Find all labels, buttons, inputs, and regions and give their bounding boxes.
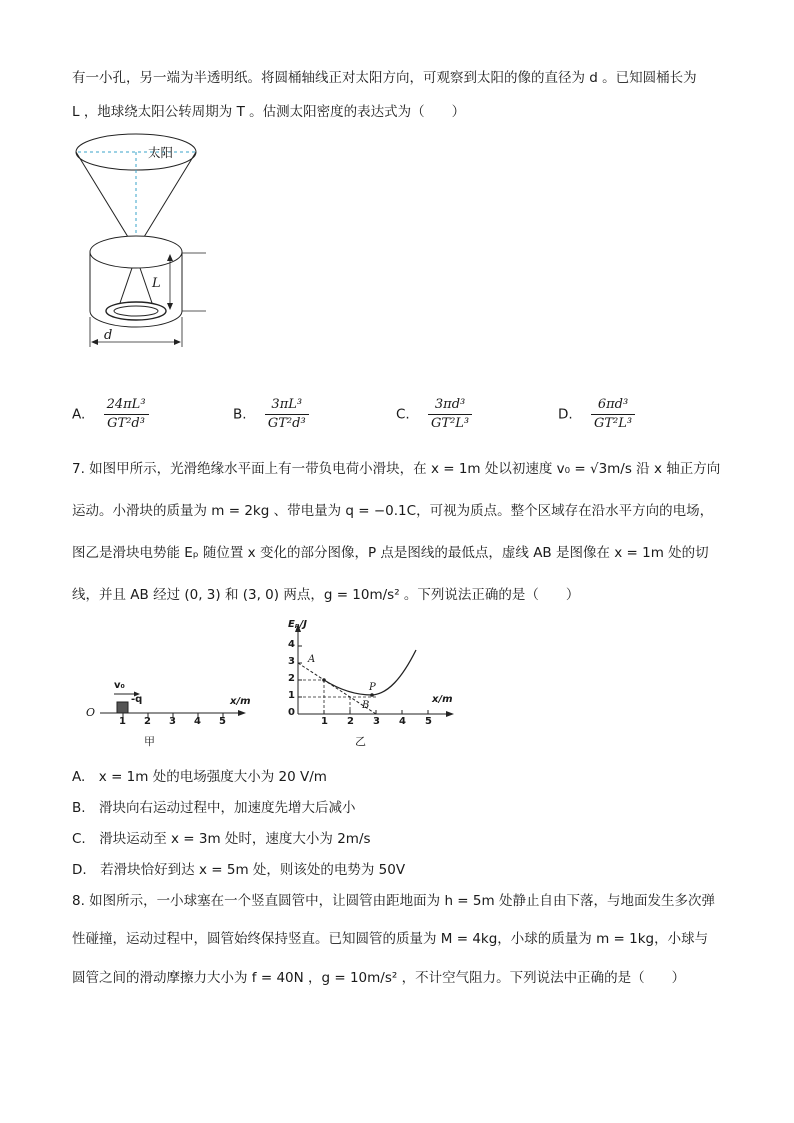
q6-option-a[interactable]: [72, 396, 149, 433]
option-numerator: 3πd³: [428, 396, 472, 415]
length-label: L: [152, 276, 161, 291]
option-letter: C.: [396, 406, 410, 423]
q7-text-line-4: 线，并且 AB 经过 (0, 3) 和 (3, 0) 两点，g = 10m/s² 。下列说法正确的是（ ）: [72, 587, 580, 603]
v0-label: v₀: [114, 680, 125, 691]
y-axis-label: Eₚ/J: [288, 619, 307, 630]
option-letter: D.: [558, 406, 573, 423]
figure-yi: [280, 620, 460, 730]
q6-option-d[interactable]: [558, 396, 635, 433]
x-axis-label: x/m: [432, 694, 453, 705]
point-a-label: A: [308, 654, 316, 665]
option-letter: A.: [72, 406, 86, 423]
option-denominator: GT²d³: [267, 416, 306, 431]
option-numerator: 6πd³: [591, 396, 635, 415]
tick-label: 2: [144, 716, 151, 727]
q7-text-line-3: 图乙是滑块电势能 Eₚ 随位置 x 变化的部分图像，P 点是图线的最低点，虚线 AB 是图像在 x = 1m 处的切: [72, 545, 709, 561]
x-tick-label: 4: [399, 716, 406, 727]
tick-label: 5: [219, 716, 226, 727]
q8-text-line-2: 性碰撞，运动过程中，圆管始终保持竖直。已知圆管的质量为 M = 4kg，小球的质量为 m = 1kg，小球与: [72, 931, 709, 947]
tick-label: 3: [169, 716, 176, 727]
figure-caption: 甲: [144, 735, 155, 748]
charge-label: -q: [131, 694, 143, 705]
option-numerator: 3πL³: [265, 396, 309, 415]
q7-option-d[interactable]: D. 若滑块恰好到达 x = 5m 处，则该处的电势为 50V: [72, 862, 406, 878]
q6-text-line-1: 有一小孔，另一端为半透明纸。将圆桶轴线正对太阳方向，可观察到太阳的像的直径为 d 。已知圆桶长为: [72, 70, 697, 86]
option-denominator: GT²L³: [431, 416, 470, 431]
q8-text-line-3: 圆管之间的滑动摩擦力大小为 f = 40N ，g = 10m/s² ，不计空气阻力。下列说法中正确的是（ ）: [72, 970, 686, 986]
option-denominator: GT²L³: [593, 416, 633, 431]
q6-option-b[interactable]: [233, 396, 309, 433]
point-b-label: B: [362, 700, 370, 711]
q7-option-a[interactable]: A. x = 1m 处的电场强度大小为 20 V/m: [72, 769, 327, 785]
y-tick-label: 0: [288, 707, 295, 718]
option-denominator: GT²d³: [107, 416, 145, 431]
y-tick-label: 3: [288, 656, 295, 667]
y-tick-label: 1: [288, 690, 295, 701]
q8-text-line-1: 8. 如图所示，一小球塞在一个竖直圆管中，让圆管由距地面为 h = 5m 处静止自由下落，与地面发生多次弹: [72, 893, 715, 909]
x-tick-label: 5: [425, 716, 432, 727]
x-tick-label: 3: [373, 716, 380, 727]
q7-text-line-1: 7. 如图甲所示，光滑绝缘水平面上有一带负电荷小滑块，在 x = 1m 处以初速度 v₀ = √3m/s 沿 x 轴正方向: [72, 461, 721, 477]
tick-label: 1: [119, 716, 126, 727]
option-letter: B.: [233, 406, 247, 423]
point-p-label: P: [369, 682, 376, 693]
diameter-label: d: [104, 328, 113, 343]
figure-jia: [82, 678, 262, 748]
cylinder-sun-figure: [60, 125, 210, 350]
y-tick-label: 4: [288, 639, 295, 650]
q6-text-line-2: L ，地球绕太阳公转周期为 T 。估测太阳密度的表达式为（ ）: [72, 104, 466, 120]
q6-option-c[interactable]: [396, 396, 472, 433]
tick-label: 4: [194, 716, 201, 727]
option-numerator: 24πL³: [104, 396, 149, 415]
x-axis-label: x/m: [230, 696, 251, 707]
figure-caption: 乙: [355, 735, 366, 748]
q7-option-b[interactable]: B. 滑块向右运动过程中，加速度先增大后减小: [72, 800, 356, 816]
y-tick-label: 2: [288, 673, 295, 684]
origin-label: O: [86, 706, 96, 719]
x-tick-label: 2: [347, 716, 354, 727]
x-tick-label: 1: [321, 716, 328, 727]
sun-label: 太阳: [148, 145, 174, 160]
q7-text-line-2: 运动。小滑块的质量为 m = 2kg 、带电量为 q = −0.1C，可视为质点。整个区域存在沿水平方向的电场，: [72, 503, 714, 519]
q7-option-c[interactable]: C. 滑块运动至 x = 3m 处时，速度大小为 2m/s: [72, 831, 371, 847]
